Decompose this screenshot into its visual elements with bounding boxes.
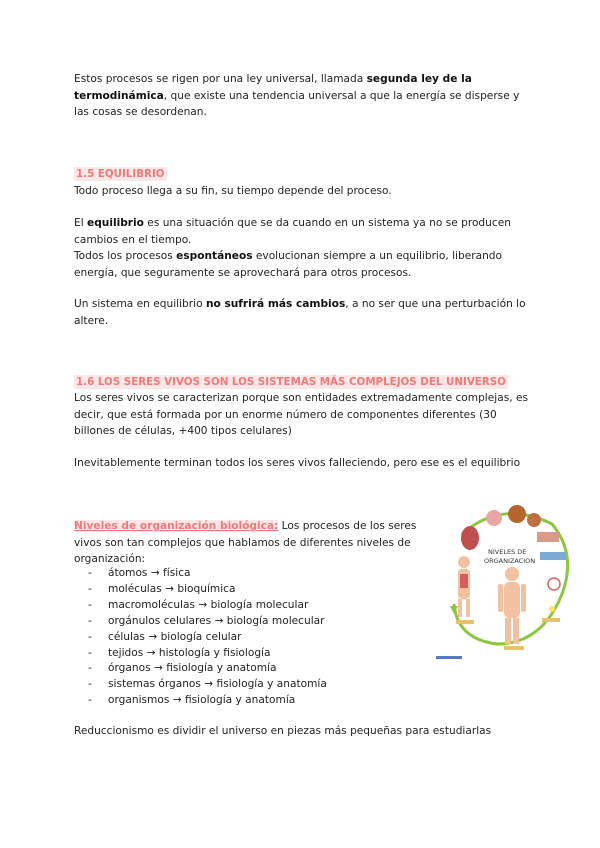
cell-icon [508,505,526,523]
equilibrio-paragraph-2: El equilibrio es una situación que se da cuando en un sistema ya no se producen cambios en el tiempo. [74,217,511,246]
heading-equilibrio: 1.5 EQUILIBRIO [76,168,165,180]
intro-paragraph [74,71,534,121]
equilibrio-paragraph-4: Un sistema en equilibrio no sufrirá más cambios, a no ser que una perturbación lo altere. [74,298,526,327]
list-item: - átomos → física [88,567,191,579]
bold-equilibrio: equilibrio [87,217,144,229]
heading-seres-vivos: 1.6 LOS SERES VIVOS SON LOS SISTEMAS MÁS COMPLEJOS DEL UNIVERSO [76,376,506,388]
intro-text-2: , que existe una tendencia universal a que la energía se disperse y las cosas se desordenan. [74,89,520,119]
organism-icon [498,567,526,644]
organelle-icon [527,513,541,527]
niveles-intro [74,518,418,568]
list-item: - organismos → fisiología y anatomía [88,694,296,707]
bold-no-sufrira: no sufrirá más cambios [205,298,346,310]
organization-levels-diagram [432,494,582,666]
atom-icon [548,578,560,590]
intro-text-1: Estos procesos se rigen por una ley universal, llamada [74,73,367,85]
diagram-label-1: NIVELES DE [488,548,527,556]
list-item: - moléculas → bioquímica [88,582,236,595]
list-item: - macromoléculas → biología molecular [88,598,309,611]
niveles-title: Niveles de organización biológica: [74,520,279,532]
reduccionismo-paragraph: Reduccionismo es dividir el universo en piezas más pequeñas para estudiarlas [74,725,492,737]
niveles-intro-text: Los procesos de los seres vivos son tan complejos que hablamos de diferentes niveles de organización: [74,520,417,566]
equilibrio-paragraph-3: Todos los procesos espontáneos evolucionan siempre a un equilibrio, liberando energía, que seguramente se aprovechará para otros procesos. [74,250,502,279]
macromolecule-icon [537,532,559,542]
list-item: - tejidos → histología y fisiología [88,646,271,659]
list-item: - sistemas órganos → fisiología y anatomía [88,678,327,691]
intro-bold: segunda ley de la termodinámica [74,73,472,102]
list-item: - células → biología celular [88,630,242,643]
particle-icon [549,606,555,612]
niveles-list [74,566,414,709]
seres-vivos-paragraph-2: Inevitablemente terminan todos los seres vivos falleciendo, pero ese es el equilibrio [74,457,521,469]
tissue-icon [486,510,502,526]
organ-system-icon [458,556,470,617]
diagram-label-2: ORGANIZACION [484,557,536,565]
list-item: - orgánulos celulares → biología molecular [88,614,325,627]
equilibrio-line1: Todo proceso llega a su fin, su tiempo depende del proceso. [74,185,392,197]
organ-icon [461,526,479,550]
list-item: - órganos → fisiología y anatomía [88,662,277,675]
bold-espontaneos: espontáneos [176,250,253,262]
molecule-icon [540,552,566,560]
seres-vivos-paragraph-1: Los seres vivos se caracterizan porque son entidades extremadamente complejas, es decir, que está formada por un enorme número de componentes diferentes (30 billones de células, +400 tipos celulares) [74,392,528,438]
